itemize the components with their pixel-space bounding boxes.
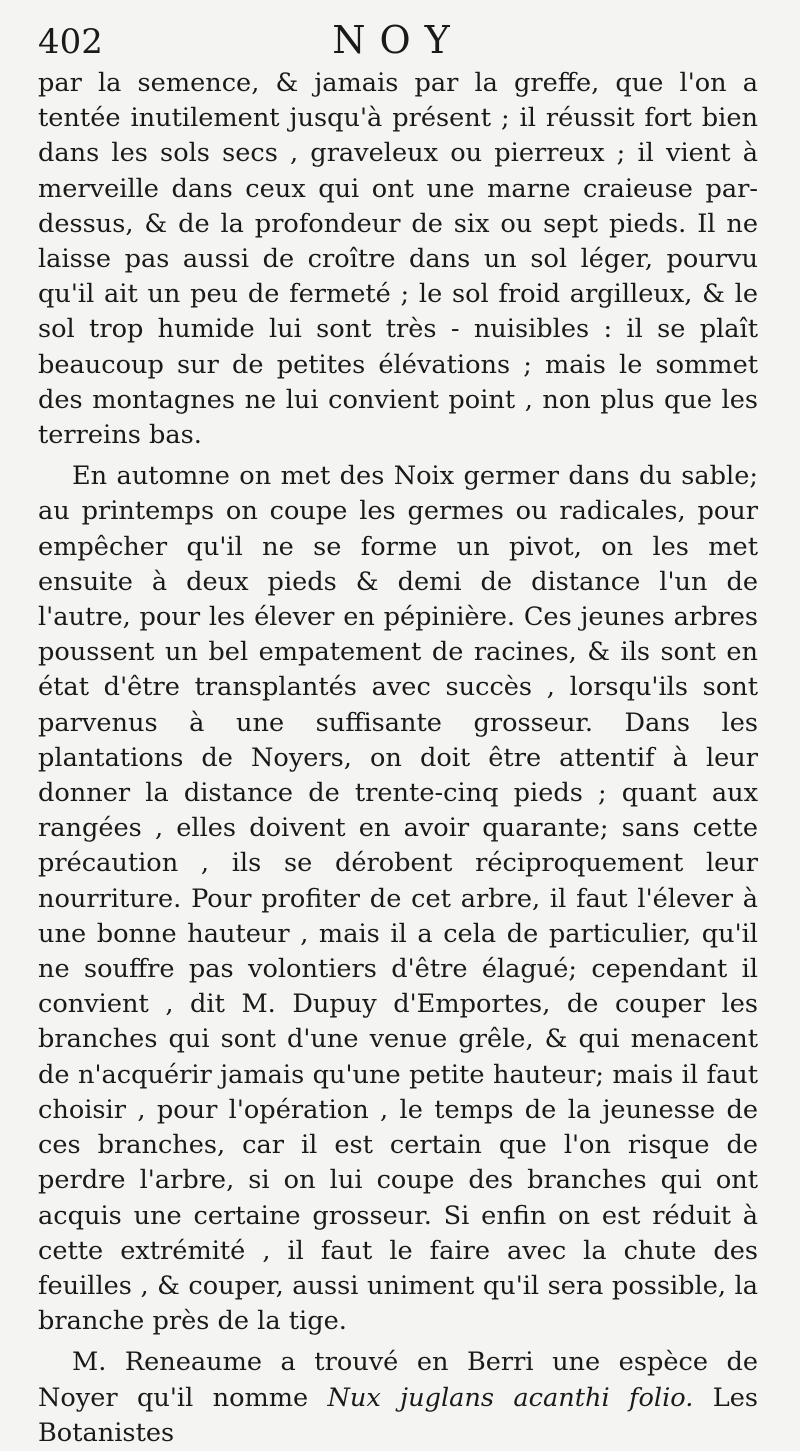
running-title: NOY <box>332 18 464 62</box>
latin-species-name: Nux juglans acanthi folio. <box>327 1382 694 1413</box>
paragraph-text: M. Reneaume a trouvé en Berri une espèce de Noyer qu'il nomme <box>38 1347 758 1413</box>
paragraph-continued: par la semence, & jamais par la greffe, que l'on a tentée inutilement jusqu'à présent ; il réussit fort bien dans les sols secs , graveleux ou pierreux ; il vient à merveille dans ceux qui ont une marne craieuse par-dessus, & de la profondeur de six ou sept pieds. Il ne laisse pas aussi de croître dans un sol léger, pourvu qu'il ait un peu de fermeté ; le sol froid argilleux, & le sol trop humide lui sont très - nuisibles : il se plaît beaucoup sur de petites élévations ; mais le sommet des montagnes ne lui convient point , non plus que les terreins bas. <box>38 68 758 451</box>
paragraph-reneaume <box>38 1345 758 1451</box>
page-number: 402 <box>38 22 103 62</box>
body-text <box>38 66 758 1451</box>
running-head <box>38 18 758 66</box>
paragraph-text: Les Botanistes <box>38 1382 758 1448</box>
paragraph-cultivation: En automne on met des Noix germer dans du sable; au printemps on coupe les germes ou radicales, pour empêcher qu'il ne se forme un pivot, on les met ensuite à deux pieds & demi de distance l'un de l'autre, pour les élever en pépinière. Ces jeunes arbres poussent un bel empatement de racines, & ils sont en état d'être transplantés avec succès , lorsqu'ils sont parvenus à une suffisante grosseur. Dans les plantations de Noyers, on doit être attentif à leur donner la distance de trente-cinq pieds ; quant aux rangées , elles doivent en avoir quarante; sans cette précaution , ils se dérobent réciproquement leur nourriture. Pour profiter de cet arbre, il faut l'élever à une bonne hauteur , mais il a cela de particulier, qu'il ne souffre pas volontiers d'être élagué; cependant il convient , dit M. Dupuy d'Emportes, de couper les branches qui sont d'une venue grêle, & qui menacent de n'acquérir jamais qu'une petite hauteur; mais il faut choisir , pour l'opération , le temps de la jeunesse de ces branches, car il est certain que l'on risque de perdre l'arbre, si on lui coupe des branches qui ont acquis une certaine grosseur. Si enfin on est réduit à cette extrémité , il faut le faire avec la chute des feuilles , & couper, aussi uniment qu'il sera possible, la branche près de la tige. <box>38 461 758 1337</box>
